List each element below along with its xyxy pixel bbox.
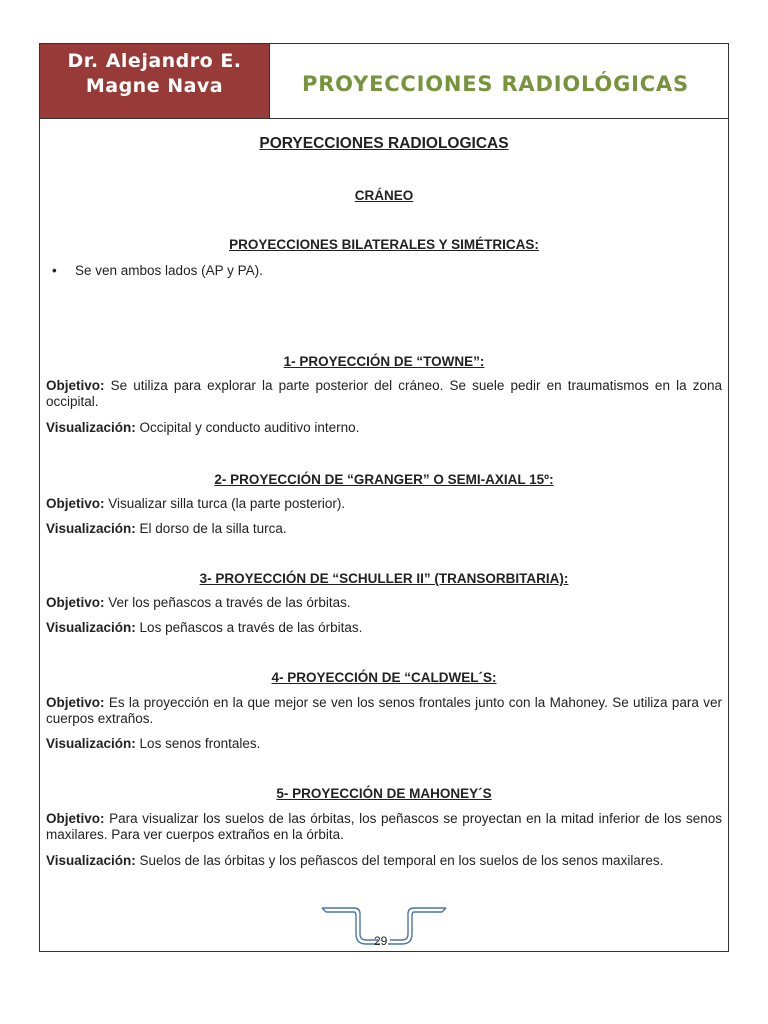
projection-heading: 1- PROYECCIÓN DE “TOWNE”: xyxy=(283,354,485,369)
visualizacion-text: Los peñascos a través de las órbitas. xyxy=(139,620,363,635)
objetivo-paragraph xyxy=(46,595,722,611)
visualizacion-text: Suelos de las órbitas y los peñascos del temporal en los suelos de los senos maxilares. xyxy=(139,853,664,868)
objetivo-paragraph xyxy=(46,378,722,410)
objetivo-text: Ver los peñascos a través de las órbitas. xyxy=(108,595,351,610)
objetivo-text: Se utiliza para explorar la parte posterior del cráneo. Se suele pedir en traumatismos en la zona occipital. xyxy=(46,378,722,409)
section-heading: CRÁNEO xyxy=(354,188,414,203)
author-box xyxy=(40,44,269,118)
objetivo-text: Es la proyección en la que mejor se ven los senos frontales junto con la Mahoney. Se utiliza para ver cuerpos extraños. xyxy=(46,695,722,726)
visualizacion-paragraph xyxy=(46,620,722,636)
subsection-heading: PROYECCIONES BILATERALES Y SIMÉTRICAS: xyxy=(229,237,539,252)
projection-heading: 5- PROYECCIÓN DE MAHONEY´S xyxy=(276,786,492,801)
visualizacion-paragraph xyxy=(46,853,722,869)
visualizacion-text: Los senos frontales. xyxy=(139,736,261,751)
bullet-icon: • xyxy=(52,263,57,278)
visualizacion-label: Visualización: xyxy=(46,521,136,536)
objetivo-label: Objetivo: xyxy=(46,378,105,393)
bullet-text: Se ven ambos lados (AP y PA). xyxy=(75,263,263,278)
objetivo-label: Objetivo: xyxy=(46,496,105,511)
objetivo-label: Objetivo: xyxy=(46,695,105,710)
header-title-box xyxy=(269,44,728,118)
visualizacion-paragraph xyxy=(46,736,722,752)
page-header xyxy=(40,44,728,119)
visualizacion-text: El dorso de la silla turca. xyxy=(139,521,287,536)
visualizacion-label: Visualización: xyxy=(46,420,136,435)
objetivo-paragraph xyxy=(46,811,722,843)
objetivo-paragraph xyxy=(46,695,722,727)
projection-heading: 3- PROYECCIÓN DE “SCHULLER II” (TRANSORBITARIA): xyxy=(199,571,569,586)
objetivo-text: Visualizar silla turca (la parte posterior). xyxy=(108,496,346,511)
header-title: PROYECCIONES RADIOLÓGICAS xyxy=(302,72,689,96)
objetivo-label: Objetivo: xyxy=(46,595,105,610)
document-title: PORYECCIONES RADIOLOGICAS xyxy=(259,135,509,152)
projection-heading: 2- PROYECCIÓN DE “GRANGER” O SEMI-AXIAL 15º: xyxy=(214,472,554,487)
document-page xyxy=(39,43,729,952)
projection-heading: 4- PROYECCIÓN DE “CALDWEL´S: xyxy=(271,670,497,685)
visualizacion-paragraph xyxy=(46,521,722,537)
objetivo-paragraph xyxy=(46,496,722,512)
author-line-1: Dr. Alejandro E. xyxy=(67,50,242,72)
visualizacion-paragraph xyxy=(46,420,722,436)
author-line-2: Magne Nava xyxy=(85,75,224,97)
visualizacion-label: Visualización: xyxy=(46,620,136,635)
visualizacion-text: Occipital y conducto auditivo interno. xyxy=(139,420,360,435)
objetivo-label: Objetivo: xyxy=(46,811,105,826)
objetivo-text: Para visualizar los suelos de las órbitas, los peñascos se proyectan en la mitad inferior de los senos maxilares. Para ver cuerpos extraños en la órbita. xyxy=(46,811,722,842)
page-number: 29 xyxy=(374,934,388,948)
visualizacion-label: Visualización: xyxy=(46,736,136,751)
visualizacion-label: Visualización: xyxy=(46,853,136,868)
